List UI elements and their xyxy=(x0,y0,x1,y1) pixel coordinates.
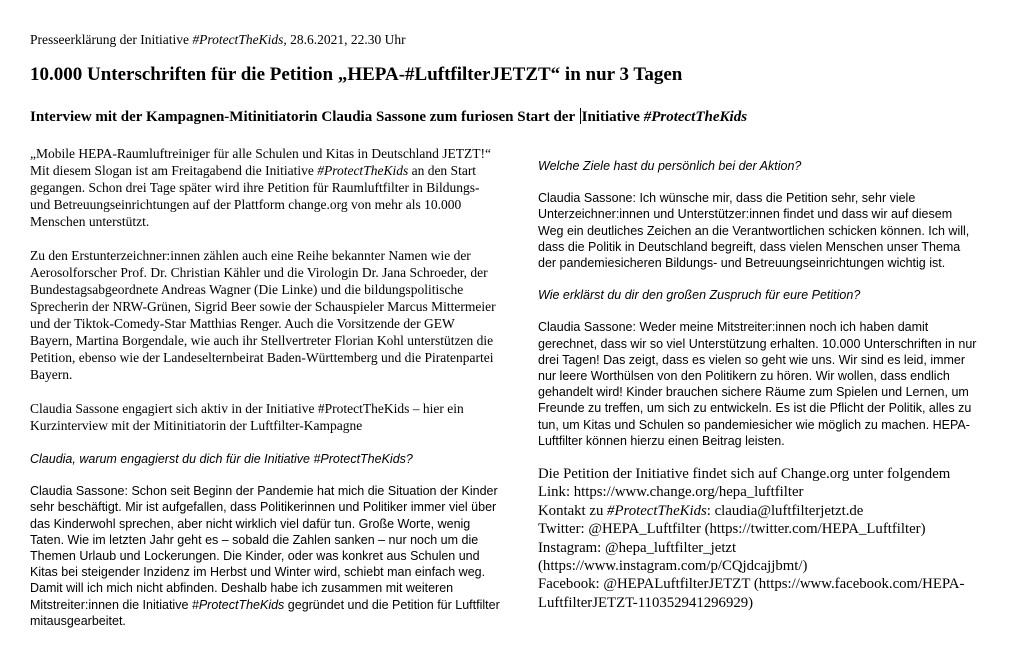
text-cursor xyxy=(580,108,581,124)
left-column xyxy=(30,145,500,645)
question-2-text: Welche Ziele hast du persönlich bei der Aktion? xyxy=(538,159,802,173)
dateline-suffix: , 28.6.2021, 22.30 Uhr xyxy=(283,32,406,47)
intro-text-a: „Mobile HEPA-Raumluftreiniger für alle Schulen und Kitas in Deutschland JETZT!“ Mit diesem Slogan ist am Freitagabend die Initiative xyxy=(30,146,492,178)
facebook-line: Facebook: @HEPALuftfilterJETZT (https://www.facebook.com/HEPA-LuftfilterJETZT-110352941296929) xyxy=(538,576,965,611)
contact-email: : claudia@luftfilterjetzt.de xyxy=(706,502,864,519)
subtitle-part1: Interview mit der Kampagnen-Mitinitiatorin Claudia Sassone zum furiosen Start der xyxy=(30,109,579,125)
contact-line xyxy=(538,502,978,520)
question-1 xyxy=(30,451,500,467)
right-column xyxy=(538,158,978,612)
answer-1-text-a: Claudia Sassone: Schon seit Beginn der Pandemie hat mich die Situation der Kinder sehr beschäftigt. Mir ist aufgefallen, dass Politikerinnen und Politiker immer viel über das Kinderwohl sprechen, aber nicht wirklich viel dafür tun. Große Worte, wenig Taten. Wie im letzten Jahr geht es – sobald die Zahlen sanken – nur noch um die Themen Urlaub und Lockerungen. Die Kinder, oder was konkret aus Schulen und Kitas bei steigender Inzidenz im Herbst und Winter wird, schiebt man einfach weg. Damit will ich mich nicht abfinden. Deshalb habe ich zusammen mit weiteren Mitstreiter:innen die Initiative xyxy=(30,484,498,612)
subtitle xyxy=(30,108,747,126)
intro-text-b: an den Start gegangen. Schon drei Tage später wird ihre Petition für Raumluftfilter in Bildungs- und Betreuungseinrichtungen auf der Plattform change.org von mehr als 10.000 Menschen unterstützt. xyxy=(30,163,480,229)
supporters-paragraph: Zu den Erstunterzeichner:innen zählen auch eine Reihe bekannter Namen wie der Aerosolforscher Prof. Dr. Christian Kähler und die Virologin Dr. Jana Schroeder, der Bundestagsabgeordnete Andreas Wagner (Die Linke) und die bildungspolitische Sprecherin der NRW-Grünen, Sigrid Beer sowie der Schauspieler Marcus Mittermeier und der Tiktok-Comedy-Star Matthias Renger. Auch die Vorsitzende der GEW Bayern, Martina Borgendale, wie auch ihr Stellvertreter Florian Kohl unterstützen die Petition, ebenso wie der Landeselternbeirat Baden-Württemberg und die Piratenpartei Bayern. xyxy=(30,248,496,382)
question-1-text: Claudia, warum engagierst du dich für die Initiative #ProtectTheKids? xyxy=(30,452,413,466)
subtitle-part2: Initiative xyxy=(581,109,644,125)
intro-paragraph xyxy=(30,145,500,230)
contact-hashtag: #ProtectTheKids xyxy=(607,502,707,519)
twitter-line: Twitter: @HEPA_Luftfilter (https://twitter.com/HEPA_Luftfilter) xyxy=(538,521,926,538)
answer-3: Claudia Sassone: Weder meine Mitstreiter:innen noch ich haben damit gerechnet, dass wir so viel Unterstützung erhalten. 10.000 Unterschriften in nur drei Tagen! Das zeigt, dass es vielen so geht wie uns. Wir sind es leid, immer nur leere Worthülsen von den Politikern zu hören. Wir wollen, dass endlich gehandelt wird! Kinder brauchen sichere Räume zum Spielen und Lernen, um Freunde zu treffen, um sich zu entwickeln. Es ist die Pflicht der Politik, alles zu tun, um Kitas und Schulen so pandemiesicher wie möglich zu machen. HEPA-Luftfilter können hierzu einen Beitrag leisten. xyxy=(538,320,977,448)
dateline-prefix: Presseerklärung der Initiative xyxy=(30,32,193,47)
question-3 xyxy=(538,287,978,303)
dateline-hashtag: #ProtectTheKids xyxy=(192,32,284,47)
answer-1-text-b: gegründet und die Petition für Luftfilter mitausgearbeitet. xyxy=(30,597,500,628)
contact-prefix: Kontakt zu xyxy=(538,502,608,519)
subtitle-hashtag: #ProtectTheKids xyxy=(643,109,748,125)
question-2 xyxy=(538,158,978,174)
petition-link-line: Die Petition der Initiative findet sich auf Change.org unter folgendem Link: https://www.change.org/hepa_luftfilter xyxy=(538,466,951,501)
answer-1-hashtag: #ProtectTheKids xyxy=(191,597,285,612)
instagram-line: Instagram: @hepa_luftfilter_jetzt (https://www.instagram.com/p/CQjdcajjbmt/) xyxy=(538,539,808,575)
interview-intro-paragraph: Claudia Sassone engagiert sich aktiv in der Initiative #ProtectTheKids – hier ein Kurzinterview mit der Mitinitiatorin der Luftfilter-Kampagne xyxy=(30,401,464,433)
contact-info xyxy=(538,465,978,612)
page-title: 10.000 Unterschriften für die Petition „HEPA-#LuftfilterJETZT“ in nur 3 Tagen xyxy=(30,64,683,85)
answer-1 xyxy=(30,483,500,629)
answer-2: Claudia Sassone: Ich wünsche mir, dass die Petition sehr, sehr viele Unterzeichner:innen und Unterstützer:innen findet und dass wir auf diesem Weg ein deutliches Zeichen an die Verantwortlichen schicken können. Ich will, dass die Politik in Deutschland begreift, dass vielen Menschen unser Thema der pandemiesicheren Bildungs- und Betreuungseinrichtungen wichtig ist. xyxy=(538,191,970,271)
dateline xyxy=(30,32,406,48)
question-3-text: Wie erklärst du dir den großen Zuspruch für eure Petition? xyxy=(538,288,861,303)
intro-hashtag: #ProtectTheKids xyxy=(317,163,409,178)
